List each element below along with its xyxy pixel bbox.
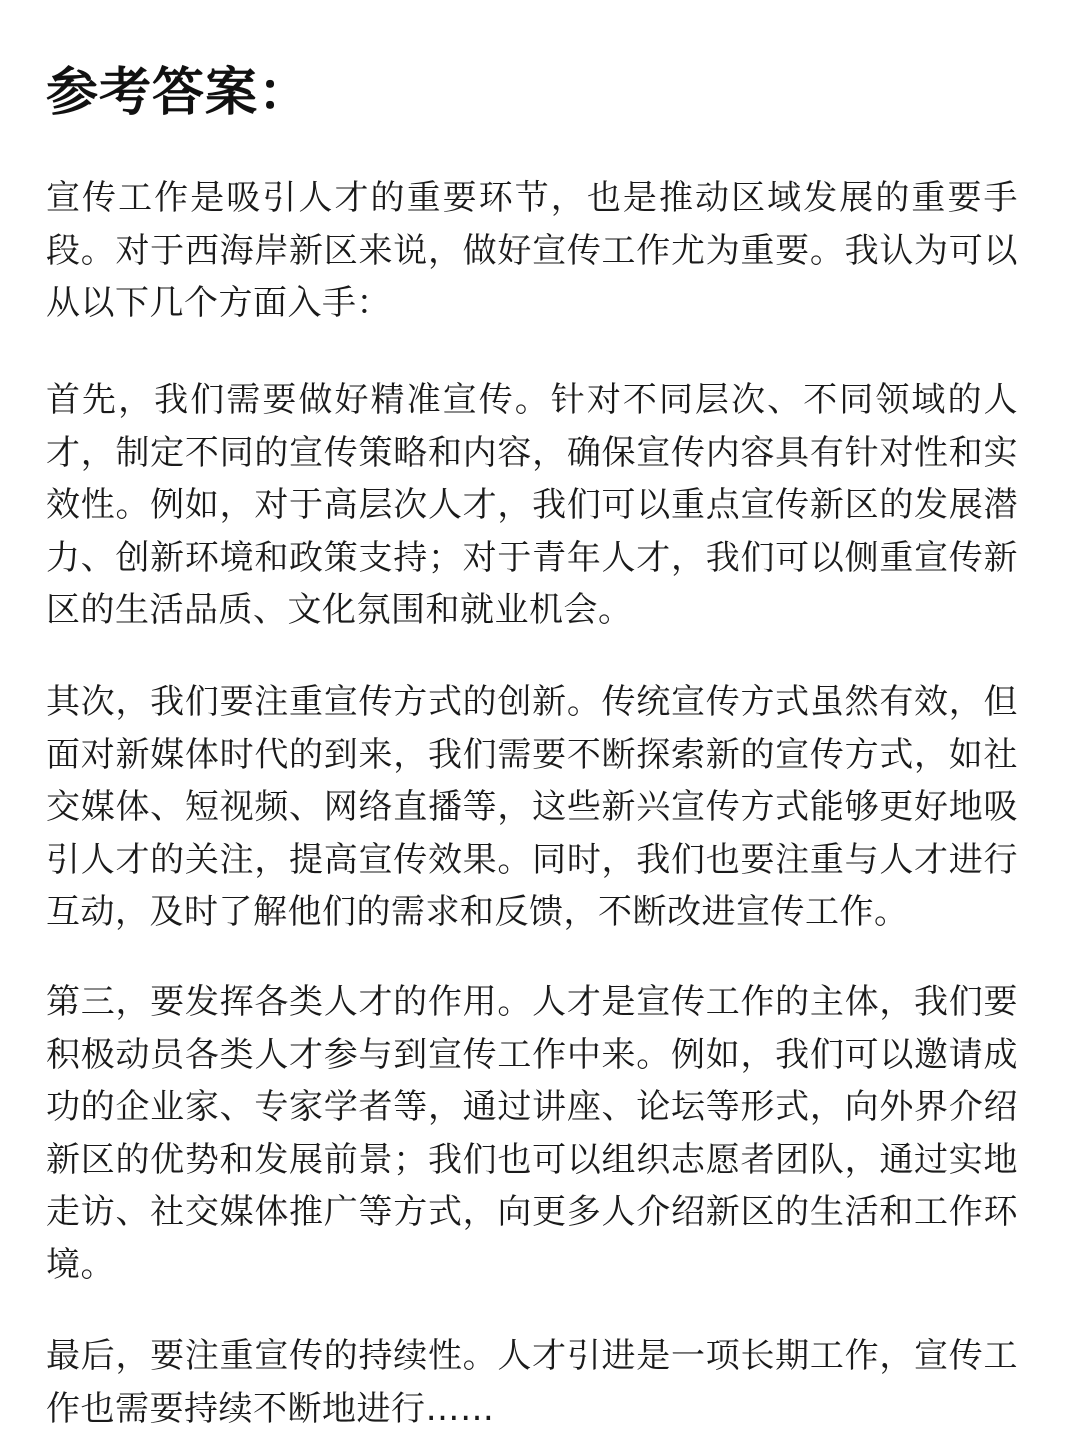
page-title: 参考答案：	[46, 63, 312, 123]
paragraph-first: 首先，我们需要做好精准宣传。针对不同层次、不同领域的人才，制定不同的宣传策略和内容，确保宣传内容具有针对性和实效性。例如，对于高层次人才，我们可以重点宣传新区的发展潜力、创新环境和政策支持；对于青年人才，我们可以侧重宣传新区的生活品质、文化氛围和就业机会。	[46, 380, 1018, 630]
paragraph-intro: 宣传工作是吸引人才的重要环节，也是推动区域发展的重要手段。对于西海岸新区来说，做好宣传工作尤为重要。我认为可以从以下几个方面入手：	[46, 178, 1018, 323]
paragraph-second: 其次，我们要注重宣传方式的创新。传统宣传方式虽然有效，但面对新媒体时代的到来，我们需要不断探索新的宣传方式，如社交媒体、短视频、网络直播等，这些新兴宣传方式能够更好地吸引人才的关注，提高宣传效果。同时，我们也要注重与人才进行互动，及时了解他们的需求和反馈，不断改进宣传工作。	[46, 682, 1018, 932]
paragraph-last: 最后，要注重宣传的持续性。人才引进是一项长期工作，宣传工作也需要持续不断地进行……	[46, 1336, 1018, 1429]
paragraph-third: 第三，要发挥各类人才的作用。人才是宣传工作的主体，我们要积极动员各类人才参与到宣传工作中来。例如，我们可以邀请成功的企业家、专家学者等，通过讲座、论坛等形式，向外界介绍新区的优势和发展前景；我们也可以组织志愿者团队，通过实地走访、社交媒体推广等方式，向更多人介绍新区的生活和工作环境。	[46, 982, 1018, 1285]
